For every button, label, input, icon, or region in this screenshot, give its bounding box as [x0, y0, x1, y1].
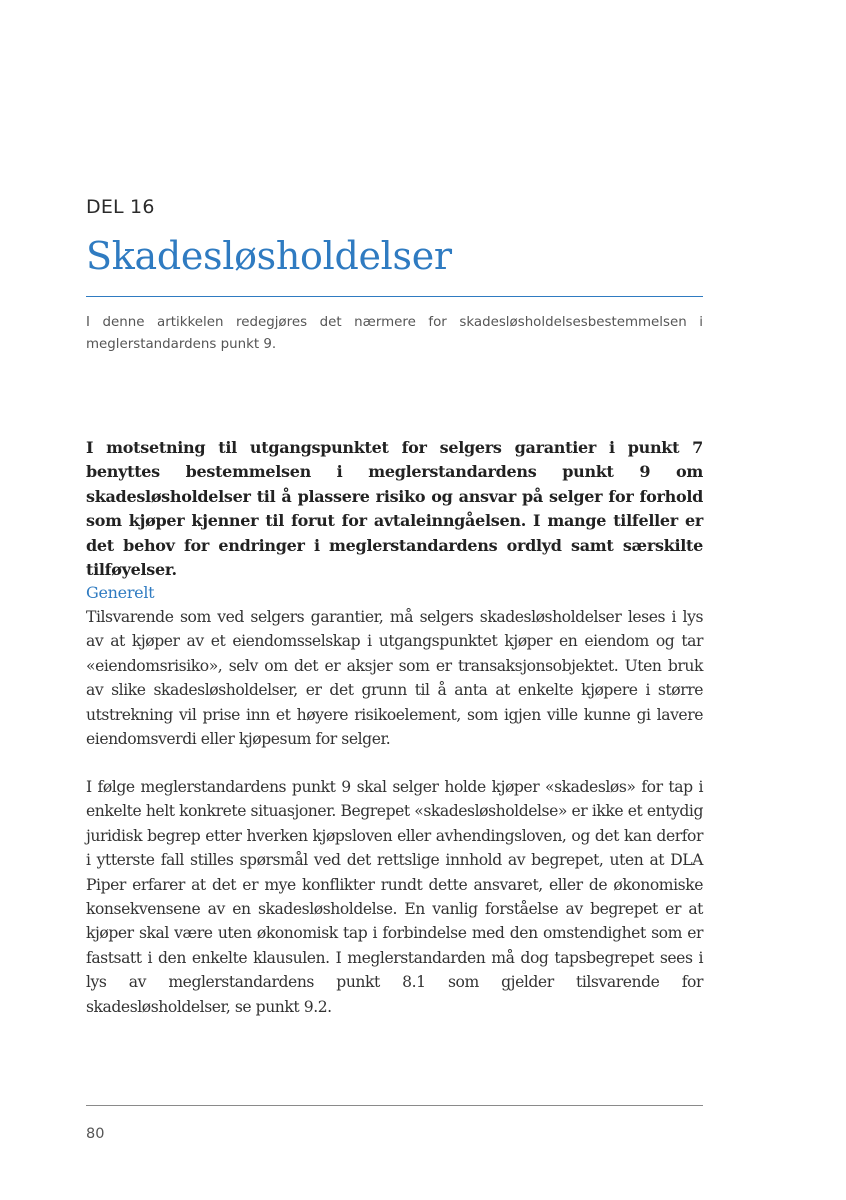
section-heading: Generelt — [86, 583, 155, 602]
part-label: DEL 16 — [86, 196, 155, 218]
lead-paragraph: I motsetning til utgangspunktet for selgers garantier i punkt 7 benyttes bestemmelsen i meglerstandardens punkt 9 om skadesløsholdelser til å plassere risiko og ansvar på selger for forhold som kjøper kjenner til forut for avtaleinngåelsen. I mange tilfeller er det behov for endringer i meglerstandardens ordlyd samt særskilte tilføyelser. — [86, 438, 703, 580]
footer-divider — [86, 1105, 703, 1106]
body-paragraph: I følge meglerstandardens punkt 9 skal selger holde kjøper «skadesløs» for tap i enkelte helt konkrete situasjoner. Begrepet «skadesløsholdelse» er ikke et entydig juridisk begrep etter hverken kjøpsloven eller avhendingsloven, og det kan derfor i ytterste fall stilles spørsmål ved det rettslige innhold av begrepet, uten at DLA Piper erfarer at det er mye konflikter rundt dette ansvaret, eller de økonomiske konsekvensene av en skadesløsholdelse. En vanlig forståelse av begrepet er at kjøper skal være uten økonomisk tap i forbindelse med den omstendighet som er fastsatt i den enkelte klausulen. I meglerstandarden må dog tapsbegrepet sees i lys av meglerstandardens punkt 8.1 som gjelder tilsvarende for skadesløsholdelser, se punkt 9.2. — [86, 778, 703, 1016]
page-title: Skadesløsholdelser — [86, 234, 452, 278]
page-number: 80 — [86, 1126, 105, 1142]
intro-text: I denne artikkelen redegjøres det nærmere for skadesløsholdelsesbestemmelsen i meglerstandardens punkt 9. — [86, 315, 703, 352]
body-paragraph: Tilsvarende som ved selgers garantier, må selgers skadesløsholdelser leses i lys av at kjøper av et eiendomsselskap i utgangspunktet kjøper en eiendom og tar «eiendomsrisiko», selv om det er aksjer som er transaksjonsobjektet. Uten bruk av slike skadesløsholdelser, er det grunn til å anta at enkelte kjøpere i større utstrekning vil prise inn et høyere risikoelement, som igjen ville kunne gi lavere eiendomsverdi eller kjøpesum for selger. — [86, 608, 703, 749]
title-divider — [86, 296, 703, 297]
